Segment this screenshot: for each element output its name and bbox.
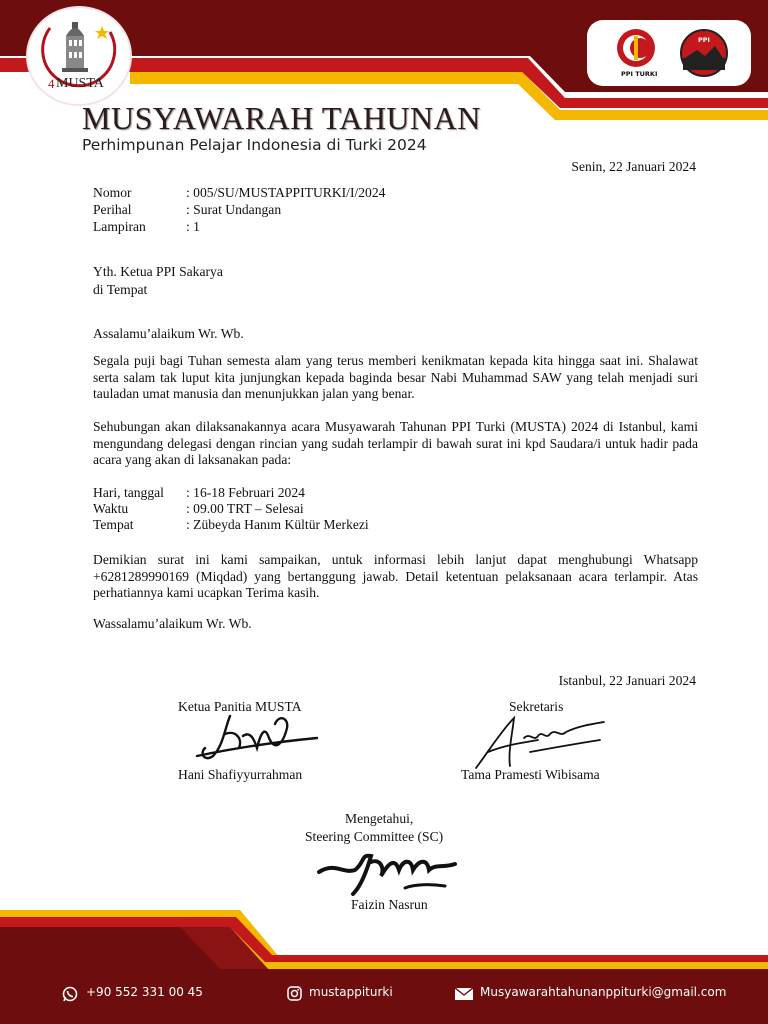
logo-text: MUSTA <box>56 76 104 91</box>
partner-logos <box>587 20 751 86</box>
logo-number: 4 <box>48 76 55 91</box>
ppi-turki-logo <box>609 28 663 68</box>
meta-key: Perihal <box>93 202 132 217</box>
event-key: Tempat <box>93 517 134 532</box>
instagram-icon <box>287 986 302 1001</box>
signature-right <box>468 712 608 774</box>
footer-phone[interactable]: +90 552 331 00 45 <box>86 985 203 999</box>
signer-role: Ketua Panitia MUSTA <box>178 699 302 714</box>
signature-center <box>315 848 460 900</box>
signer-role: Sekretaris <box>509 699 564 714</box>
musta-logo <box>28 8 130 104</box>
page-subtitle: Perhimpunan Pelajar Indonesia di Turki 2024 <box>82 136 427 154</box>
meta-value: : 1 <box>186 219 200 234</box>
signer-name: Hani Shafiyyurrahman <box>178 767 303 782</box>
star-icon <box>95 26 109 39</box>
event-value: : 16-18 Februari 2024 <box>186 485 305 500</box>
letter-date: Senin, 22 Januari 2024 <box>571 159 696 174</box>
footer-instagram[interactable]: mustappiturki <box>309 985 393 999</box>
meta-key: Lampiran <box>93 219 146 234</box>
ppi-turki-label: PPI TURKI <box>621 70 658 78</box>
recipient-line: Yth. Ketua PPI Sakarya <box>93 264 223 279</box>
event-value: : 09.00 TRT – Selesai <box>186 501 304 516</box>
footer-decoration <box>0 905 768 1024</box>
signer-name: Faizin Nasrun <box>351 897 428 912</box>
paragraph: Sehubungan akan dilaksanakannya acara Musyawarah Tahunan PPI Turki (MUSTA) 2024 di Istanbul, kami mengundang delegasi dengan rincian yang sudah terlampir di bawah surat ini kpd Saudara/i untuk hadir pada acara yang akan di laksanakan pada: <box>93 419 698 467</box>
mail-icon <box>455 988 473 1000</box>
signer-role: Mengetahui, <box>345 811 414 826</box>
ppi-seal-label: PPI <box>698 36 710 44</box>
footer-email[interactable]: Musyawarahtahunanppiturki@gmail.com <box>480 985 727 999</box>
meta-key: Nomor <box>93 185 132 200</box>
signer-role: Steering Committee (SC) <box>305 829 444 844</box>
meta-value: : 005/SU/MUSTAPPITURKI/I/2024 <box>186 185 386 200</box>
event-key: Hari, tanggal <box>93 485 164 500</box>
recipient-line: di Tempat <box>93 282 148 297</box>
meta-value: : Surat Undangan <box>186 202 282 217</box>
paragraph: Demikian surat ini kami sampaikan, untuk informasi lebih lanjut dapat menghubungi Whatsapp +6281289990169 (Miqdad) yang bertanggung jawab. Detail ketentuan pelaksanaan acara terlampir. Atas perhatiannya kami ucapkan Terima kasih. <box>93 552 698 600</box>
place-date: Istanbul, 22 Januari 2024 <box>558 673 696 688</box>
event-value: : Zübeyda Hanım Kültür Merkezi <box>186 517 369 532</box>
whatsapp-icon <box>62 986 78 1002</box>
paragraph: Segala puji bagi Tuhan semesta alam yang terus memberi kenikmatan kepada kita hingga saat ini. Shalawat serta salam tak luput kita junjungkan kepada baginda besar Nabi Muhammad SAW yang telah menjadi suri tauladan umat manusia dan menunjukkan jalan yang benar. <box>93 353 698 401</box>
signature-left <box>195 708 320 766</box>
signer-name: Tama Pramesti Wibisama <box>461 767 600 782</box>
page-title: MUSYAWARAH TAHUNAN <box>82 100 481 136</box>
greeting: Assalamu’alaikum Wr. Wb. <box>93 326 244 341</box>
event-key: Waktu <box>93 501 129 516</box>
closing: Wassalamu’alaikum Wr. Wb. <box>93 616 252 631</box>
